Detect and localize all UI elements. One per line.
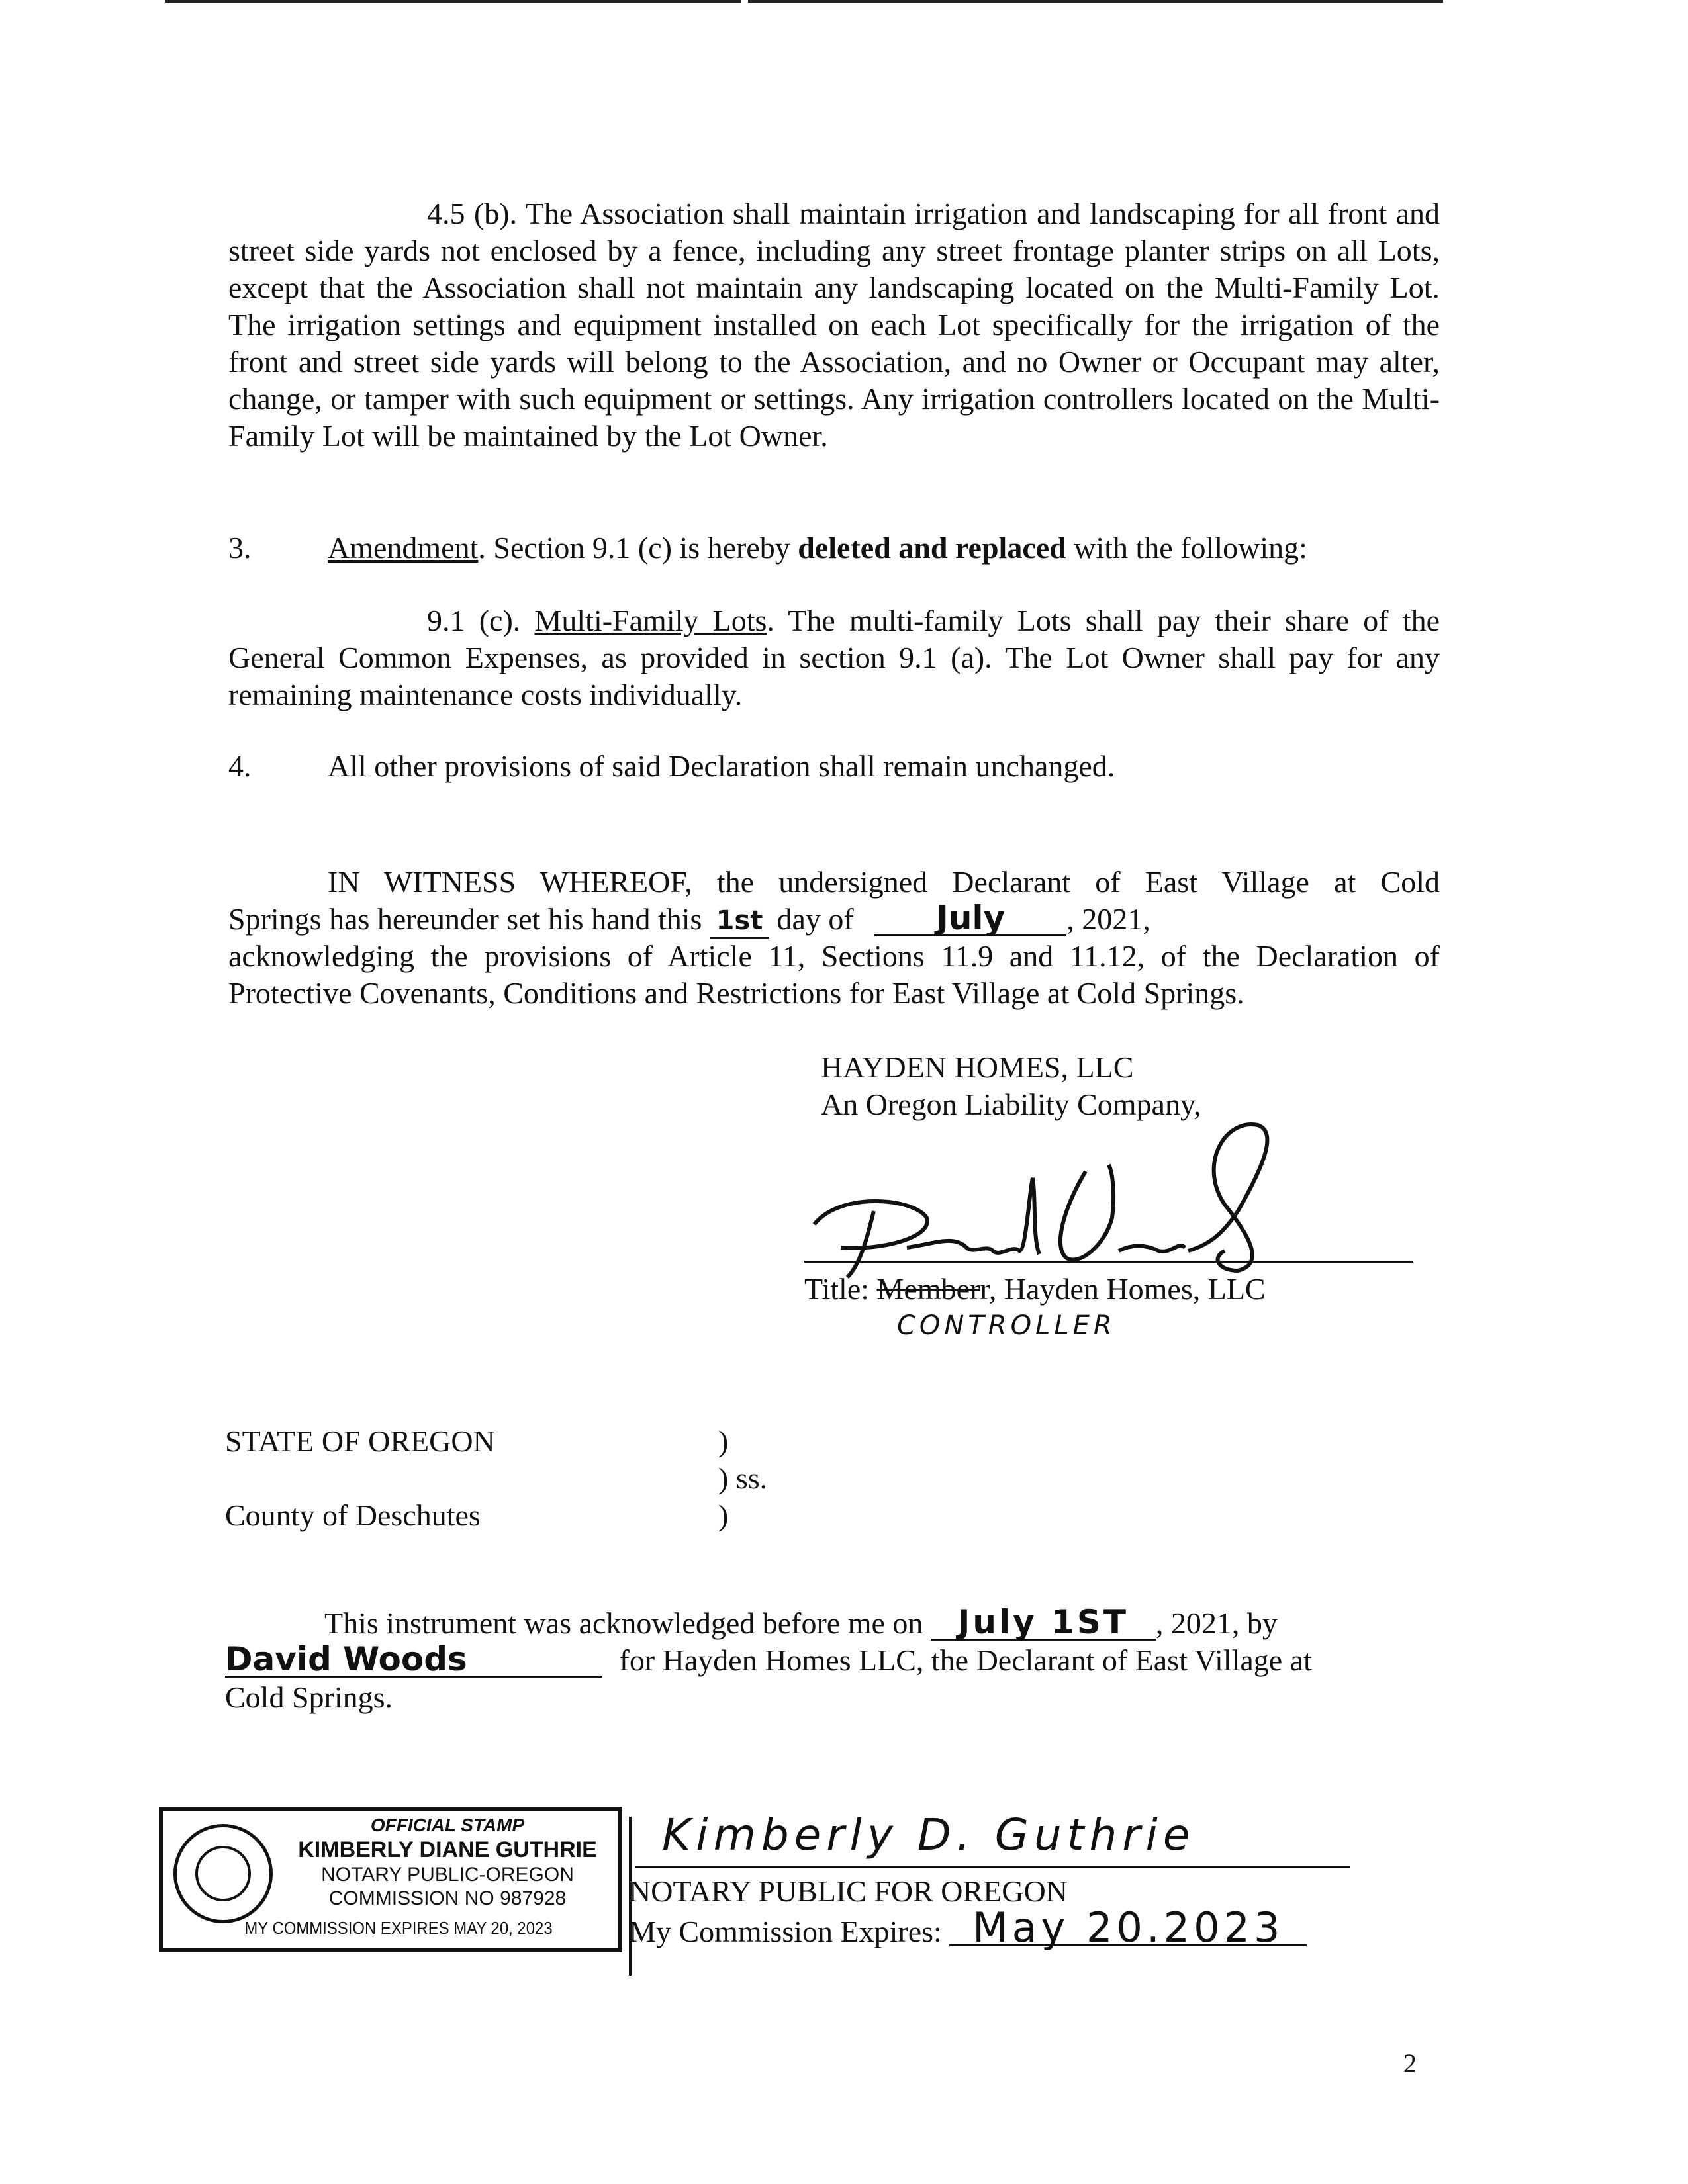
notary-signature: Kimberly D. Guthrie bbox=[662, 1809, 1196, 1860]
venue-county: County of Deschutes bbox=[225, 1498, 481, 1532]
state-seal-icon bbox=[173, 1824, 273, 1923]
witness-line-2: Springs has hereunder set his hand this 1st day of July , 2021, bbox=[228, 901, 1150, 939]
multi-family-heading: Multi-Family Lots bbox=[534, 604, 767, 637]
venue-paren: ) bbox=[718, 1498, 729, 1532]
venue-paren: ) bbox=[718, 1424, 729, 1458]
scan-edge-line bbox=[748, 0, 1443, 3]
declarant-signature-line bbox=[804, 1261, 1413, 1263]
notary-signature-line bbox=[635, 1866, 1350, 1868]
item-number: 3. bbox=[228, 531, 252, 565]
witness-line-3: acknowledging the provisions of Article 11, Sections 11.9 and 11.12, of the Declaration of bbox=[228, 939, 1440, 973]
acknowledgment-date-field: July 1ST bbox=[931, 1606, 1156, 1641]
scan-edge-line bbox=[165, 0, 741, 3]
acknowledgment-line-3: Cold Springs. bbox=[225, 1680, 393, 1714]
section-9-1-paragraph: 9.1 (c). Multi-Family Lots. The multi-family Lots shall pay their share of the General Common Expenses, as provided in section 9.1 (a). The Lot Owner shall pay for any remaining maintenance costs individually. bbox=[228, 604, 1440, 711]
section-4-5-paragraph: 4.5 (b). The Association shall maintain irrigation and landscaping for all front and street side yards not enclosed by a fence, including any street frontage planter strips on all Lots, except that the Association shall not maintain any landscaping located on the Multi-Family Lot. The irrigation settings and equipment installed on each Lot specifically for the irrigation of the front and street side yards will belong to the Association, and no Owner or Occupant may alter, change, or tamper with such equipment or settings. Any irrigation controllers located on the Multi-Family Lot will be maintained by the Lot Owner. bbox=[228, 197, 1440, 453]
item-4-paragraph: 4. All other provisions of said Declaration shall remain unchanged. bbox=[228, 748, 1440, 785]
notary-stamp: OFFICIAL STAMP KIMBERLY DIANE GUTHRIE NOTARY PUBLIC-OREGON COMMISSION NO 987928 MY COMMISSION EXPIRES MAY 20, 2023 bbox=[159, 1807, 622, 1952]
bold-phrase: deleted and replaced bbox=[798, 531, 1066, 565]
signer-title: Title: Memberr, Hayden Homes, LLC bbox=[804, 1272, 1266, 1306]
month-field: July bbox=[874, 901, 1066, 936]
venue-state: STATE OF OREGON bbox=[225, 1424, 495, 1458]
struck-title: Member bbox=[876, 1272, 980, 1306]
witness-line-1: IN WITNESS WHEREOF, the undersigned Declarant of East Village at Cold bbox=[328, 865, 1440, 899]
commission-expires-field: May 20.2023 bbox=[949, 1911, 1307, 1946]
page-number: 2 bbox=[1403, 2048, 1417, 2078]
handwritten-title: CONTROLLER bbox=[897, 1310, 1116, 1341]
item-3-paragraph: 3. Amendment. Section 9.1 (c) is hereby deleted and replaced with the following: bbox=[228, 529, 1440, 567]
commission-expires: My Commission Expires: May 20.2023 bbox=[629, 1911, 1307, 1950]
item-number: 4. bbox=[228, 749, 252, 783]
venue-ss: ) ss. bbox=[718, 1461, 768, 1495]
amendment-heading: Amendment bbox=[328, 531, 479, 565]
day-field: 1st bbox=[710, 904, 769, 939]
company-name: HAYDEN HOMES, LLC bbox=[821, 1050, 1134, 1084]
notary-title: NOTARY PUBLIC FOR OREGON bbox=[629, 1874, 1068, 1908]
company-type: An Oregon Liability Company, bbox=[821, 1087, 1201, 1121]
acknowledgment-line-1: This instrument was acknowledged before me on July 1ST , 2021, by bbox=[324, 1603, 1278, 1641]
witness-line-4: Protective Covenants, Conditions and Restrictions for East Village at Cold Springs. bbox=[228, 976, 1244, 1010]
acknowledgment-line-2: David Woods for Hayden Homes LLC, the Declarant of East Village at bbox=[225, 1640, 1312, 1678]
acknowledged-name-field: David Woods bbox=[225, 1643, 602, 1678]
